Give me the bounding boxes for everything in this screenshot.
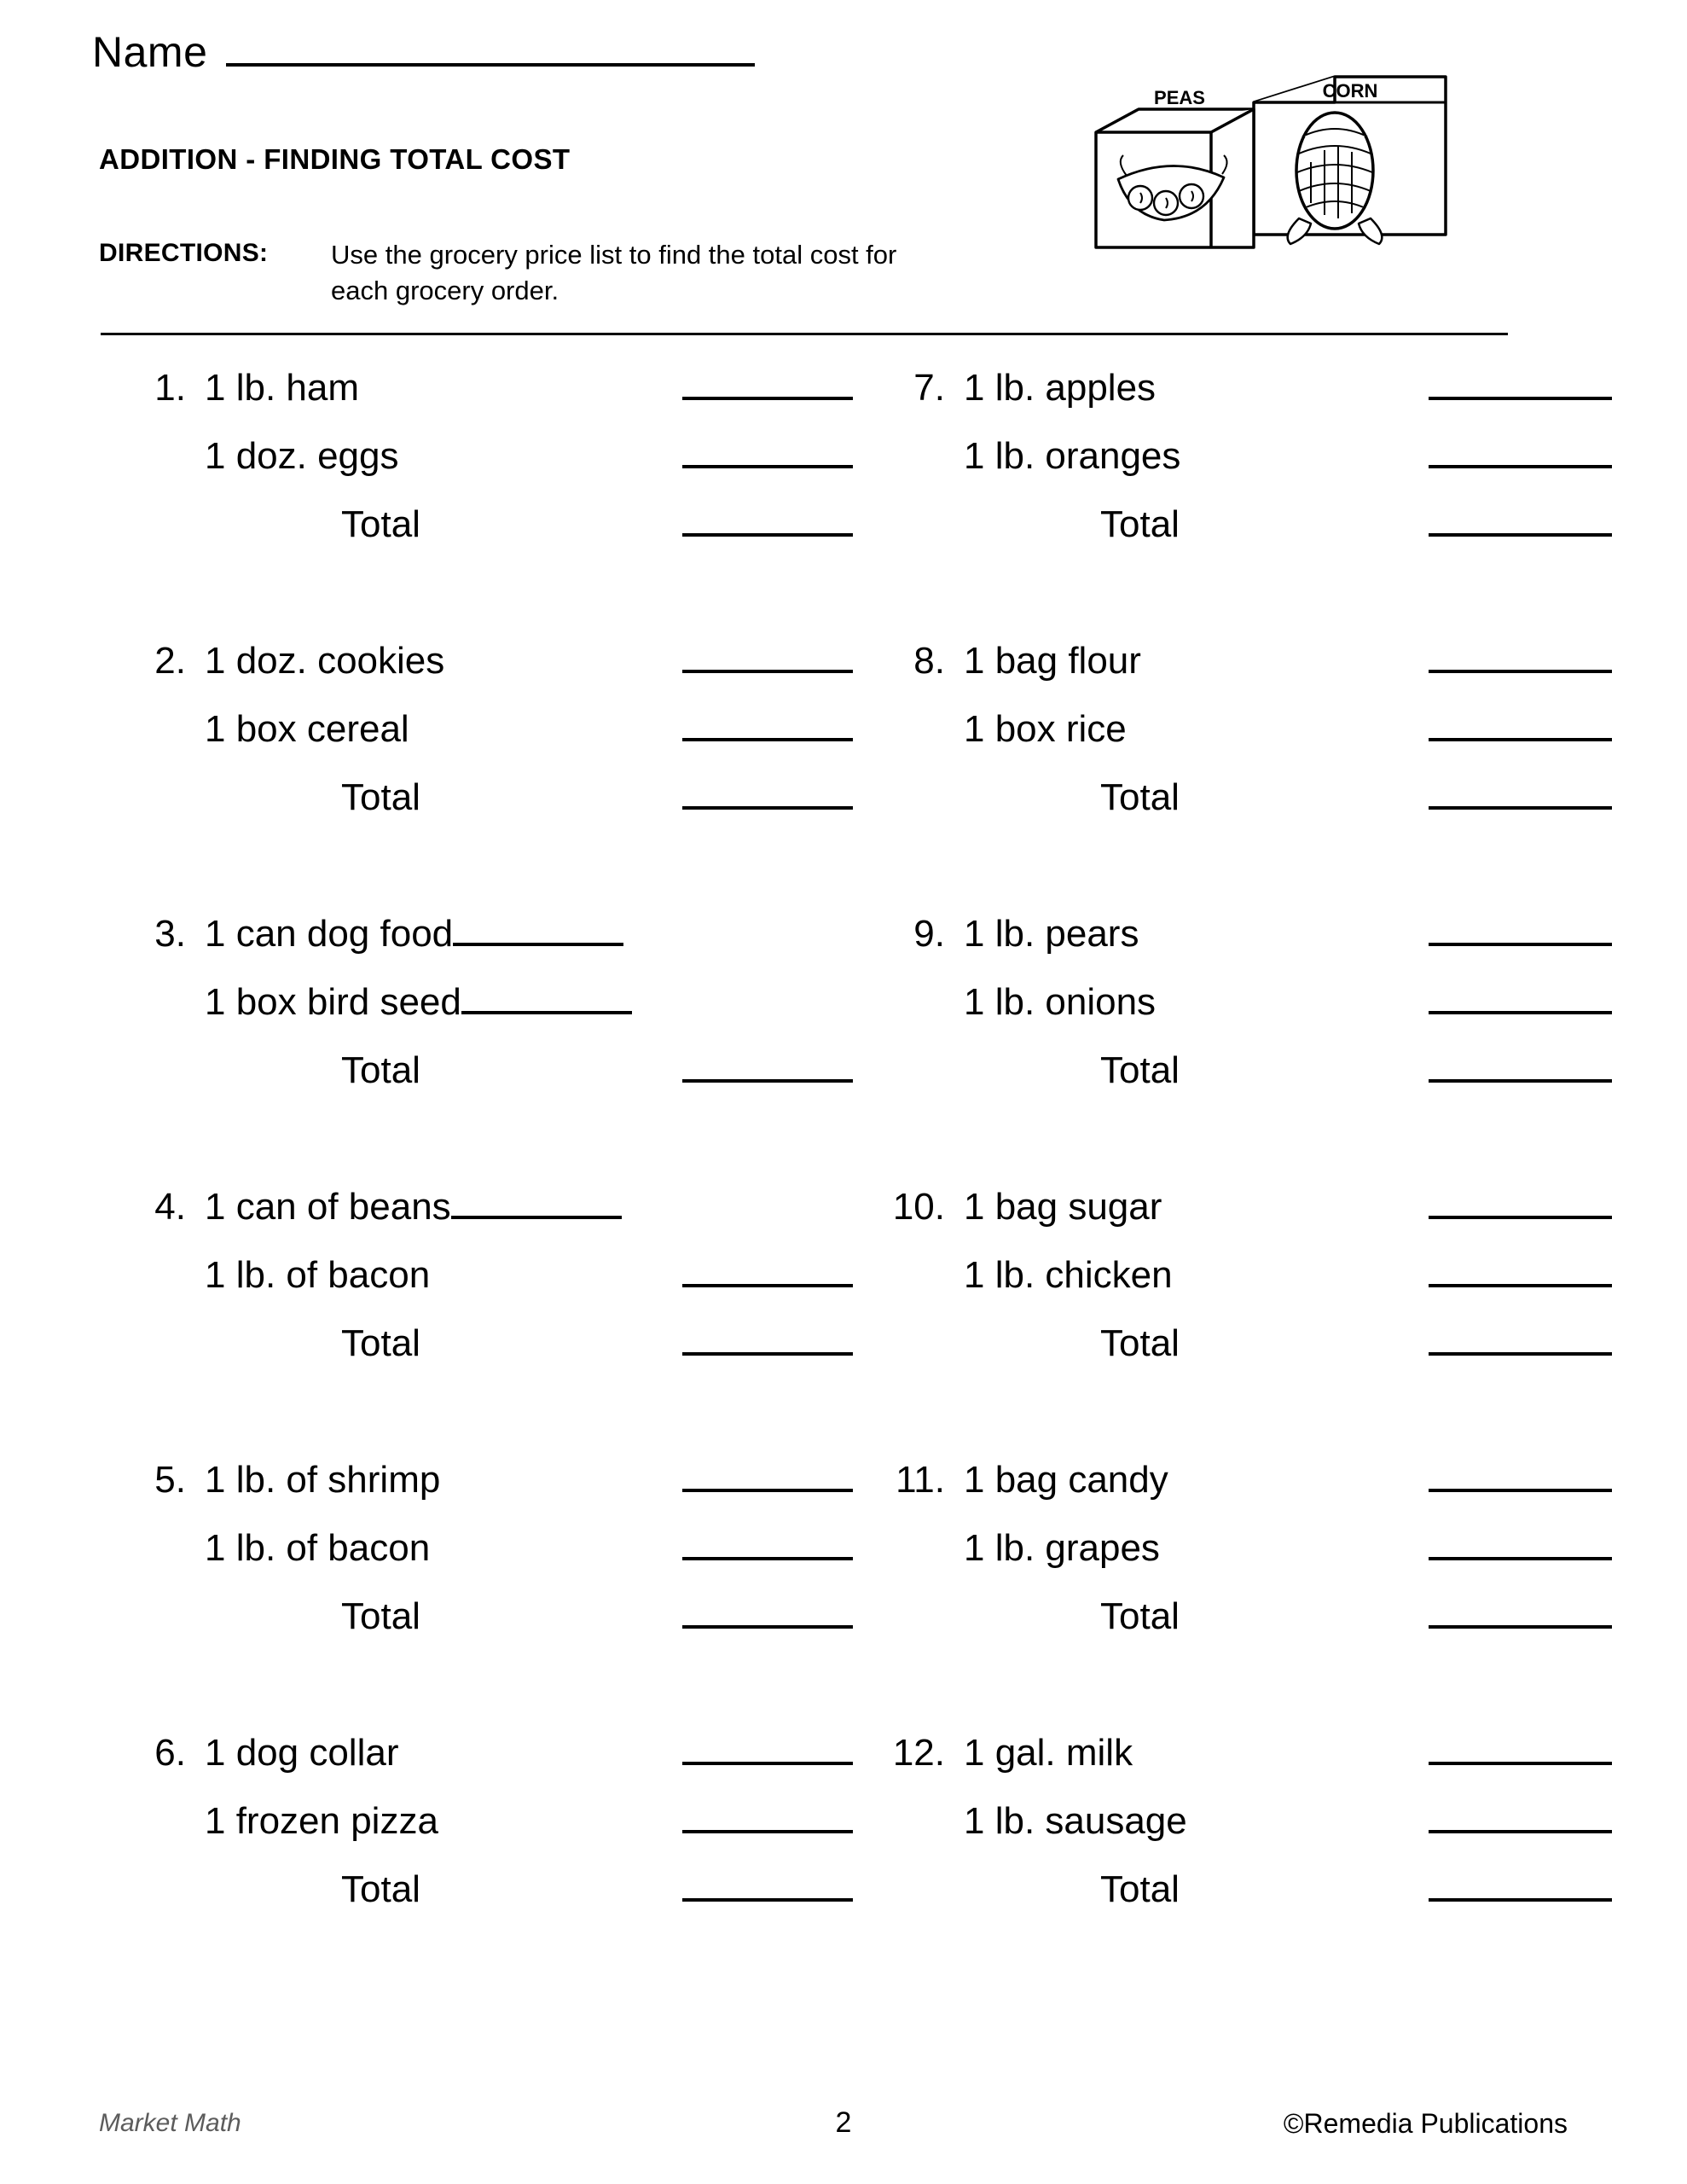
answer-blank[interactable] [1429, 709, 1612, 741]
problem-number: 4. [154, 1186, 186, 1228]
problem-total-row [205, 503, 853, 546]
problem-item-row [964, 1527, 1612, 1570]
problem-5 [102, 1459, 827, 1732]
problem-total-row [205, 776, 853, 819]
item-label: 1 gal. milk [964, 1732, 1133, 1774]
problem-item-row [205, 1732, 853, 1774]
item-label: 1 box rice [964, 708, 1127, 750]
problem-9 [861, 913, 1586, 1186]
item-label: 1 lb. apples [964, 367, 1157, 409]
answer-blank[interactable] [1429, 641, 1612, 673]
footer-book-title: Market Math [99, 2109, 241, 2137]
problem-total-row [964, 1322, 1612, 1365]
problem-item-row [205, 913, 853, 956]
answer-blank[interactable] [1429, 1733, 1612, 1765]
total-label: Total [1100, 776, 1180, 818]
item-label: 1 box cereal [205, 708, 409, 750]
answer-blank[interactable] [682, 436, 853, 468]
problems-column-left [102, 367, 827, 2005]
problem-item-row [205, 1527, 853, 1570]
problem-number: 6. [154, 1732, 186, 1774]
answer-blank[interactable] [682, 368, 853, 400]
item-label: 1 lb. sausage [964, 1800, 1187, 1842]
total-label: Total [341, 1595, 420, 1637]
footer-copyright: ©Remedia Publications [1283, 2108, 1568, 2139]
item-label: 1 dog collar [205, 1732, 399, 1774]
answer-blank[interactable] [682, 709, 853, 741]
item-label: 1 bag sugar [964, 1186, 1162, 1228]
total-label: Total [341, 776, 420, 818]
answer-blank[interactable] [682, 641, 853, 673]
problem-total-row [205, 1049, 853, 1092]
problem-number: 12. [892, 1732, 945, 1774]
total-blank[interactable] [1429, 777, 1612, 810]
item-label: 1 doz. eggs [205, 435, 399, 477]
problem-item-row [964, 708, 1612, 751]
problem-item-row [205, 367, 853, 410]
answer-blank[interactable] [682, 1801, 853, 1833]
problem-item-row [964, 1459, 1612, 1502]
item-label: 1 doz. cookies [205, 640, 445, 682]
problems-column-right [861, 367, 1586, 2005]
problem-item-row [964, 1186, 1612, 1228]
item-label: 1 bag candy [964, 1459, 1168, 1501]
problem-number: 11. [896, 1459, 945, 1501]
total-blank[interactable] [1429, 1869, 1612, 1902]
answer-blank[interactable] [1429, 436, 1612, 468]
name-field-row [92, 27, 755, 77]
total-label: Total [341, 503, 420, 545]
page-number: 2 [835, 2106, 852, 2139]
total-blank[interactable] [682, 1050, 853, 1083]
answer-blank[interactable] [451, 1187, 622, 1219]
answer-blank[interactable] [682, 1255, 853, 1287]
answer-blank[interactable] [1429, 1255, 1612, 1287]
header-divider [101, 333, 1508, 335]
problem-item-row [205, 1254, 853, 1297]
problem-total-row [205, 1868, 853, 1911]
problem-number: 3. [154, 913, 186, 955]
item-label: 1 lb. oranges [964, 435, 1181, 477]
problem-11 [861, 1459, 1586, 1732]
problem-item-row [964, 1254, 1612, 1297]
problem-total-row [964, 1868, 1612, 1911]
item-label: 1 can of beans [205, 1186, 451, 1228]
problem-item-row [205, 708, 853, 751]
grocery-boxes-illustration [1079, 68, 1505, 303]
name-label: Name [92, 28, 208, 76]
total-blank[interactable] [682, 777, 853, 810]
answer-blank[interactable] [682, 1733, 853, 1765]
answer-blank[interactable] [1429, 1801, 1612, 1833]
problem-item-row [205, 640, 853, 682]
name-input-blank[interactable] [226, 27, 755, 67]
problem-total-row [205, 1595, 853, 1638]
problem-total-row [964, 503, 1612, 546]
total-label: Total [1100, 1868, 1180, 1910]
answer-blank[interactable] [1429, 1528, 1612, 1560]
problem-item-row [964, 367, 1612, 410]
page-title: ADDITION - FINDING TOTAL COST [99, 143, 571, 175]
total-blank[interactable] [1429, 1050, 1612, 1083]
problem-item-row [205, 1800, 853, 1843]
problem-10 [861, 1186, 1586, 1459]
answer-blank[interactable] [1429, 982, 1612, 1014]
problem-7 [861, 367, 1586, 640]
peas-label: PEAS [1154, 87, 1205, 108]
problem-item-row [964, 640, 1612, 682]
item-label: 1 bag flour [964, 640, 1141, 682]
problem-number: 5. [154, 1459, 186, 1501]
total-label: Total [341, 1868, 420, 1910]
problem-number: 10. [892, 1186, 945, 1228]
total-blank[interactable] [682, 1869, 853, 1902]
problem-item-row [964, 913, 1612, 956]
problem-1 [102, 367, 827, 640]
problem-12 [861, 1732, 1586, 2005]
answer-blank[interactable] [461, 982, 632, 1014]
problem-item-row [205, 981, 853, 1024]
answer-blank[interactable] [682, 1528, 853, 1560]
directions-label: DIRECTIONS: [99, 239, 269, 267]
problem-number: 2. [154, 640, 186, 682]
problem-item-row [964, 981, 1612, 1024]
item-label: 1 box bird seed [205, 981, 461, 1023]
problem-8 [861, 640, 1586, 913]
item-label: 1 can dog food [205, 913, 454, 955]
total-label: Total [1100, 1595, 1180, 1637]
problem-number: 1. [154, 367, 186, 409]
answer-blank[interactable] [453, 914, 623, 946]
problem-item-row [964, 435, 1612, 478]
problem-number: 9. [913, 913, 945, 955]
total-blank[interactable] [1429, 1596, 1612, 1629]
total-label: Total [1100, 1049, 1180, 1091]
problem-3 [102, 913, 827, 1186]
total-label: Total [1100, 503, 1180, 545]
total-blank[interactable] [1429, 1323, 1612, 1356]
total-label: Total [1100, 1322, 1180, 1364]
problem-number: 8. [913, 640, 945, 682]
total-blank[interactable] [682, 1323, 853, 1356]
item-label: 1 frozen pizza [205, 1800, 438, 1842]
problem-4 [102, 1186, 827, 1459]
problem-6 [102, 1732, 827, 2005]
item-label: 1 lb. of bacon [205, 1254, 431, 1296]
total-blank[interactable] [1429, 504, 1612, 537]
problem-total-row [205, 1322, 853, 1365]
item-label: 1 lb. grapes [964, 1527, 1160, 1569]
item-label: 1 lb. of shrimp [205, 1459, 441, 1501]
problem-total-row [964, 1049, 1612, 1092]
problem-item-row [205, 435, 853, 478]
total-label: Total [341, 1322, 420, 1364]
total-blank[interactable] [682, 504, 853, 537]
total-blank[interactable] [682, 1596, 853, 1629]
problem-number: 7. [913, 367, 945, 409]
answer-blank[interactable] [682, 1460, 853, 1492]
corn-label: CORN [1322, 80, 1378, 102]
problem-item-row [964, 1800, 1612, 1843]
item-label: 1 lb. ham [205, 367, 359, 409]
problem-item-row [205, 1459, 853, 1502]
directions-text: Use the grocery price list to find the total cost for each grocery order. [331, 240, 897, 305]
answer-blank[interactable] [1429, 1460, 1612, 1492]
item-label: 1 lb. chicken [964, 1254, 1173, 1296]
answer-blank[interactable] [1429, 914, 1612, 946]
problem-item-row [205, 1186, 853, 1228]
problem-item-row [964, 1732, 1612, 1774]
problem-total-row [964, 1595, 1612, 1638]
item-label: 1 lb. of bacon [205, 1527, 431, 1569]
answer-blank[interactable] [1429, 368, 1612, 400]
answer-blank[interactable] [1429, 1187, 1612, 1219]
total-label: Total [341, 1049, 420, 1091]
problem-total-row [964, 776, 1612, 819]
item-label: 1 lb. pears [964, 913, 1139, 955]
problem-2 [102, 640, 827, 913]
item-label: 1 lb. onions [964, 981, 1157, 1023]
